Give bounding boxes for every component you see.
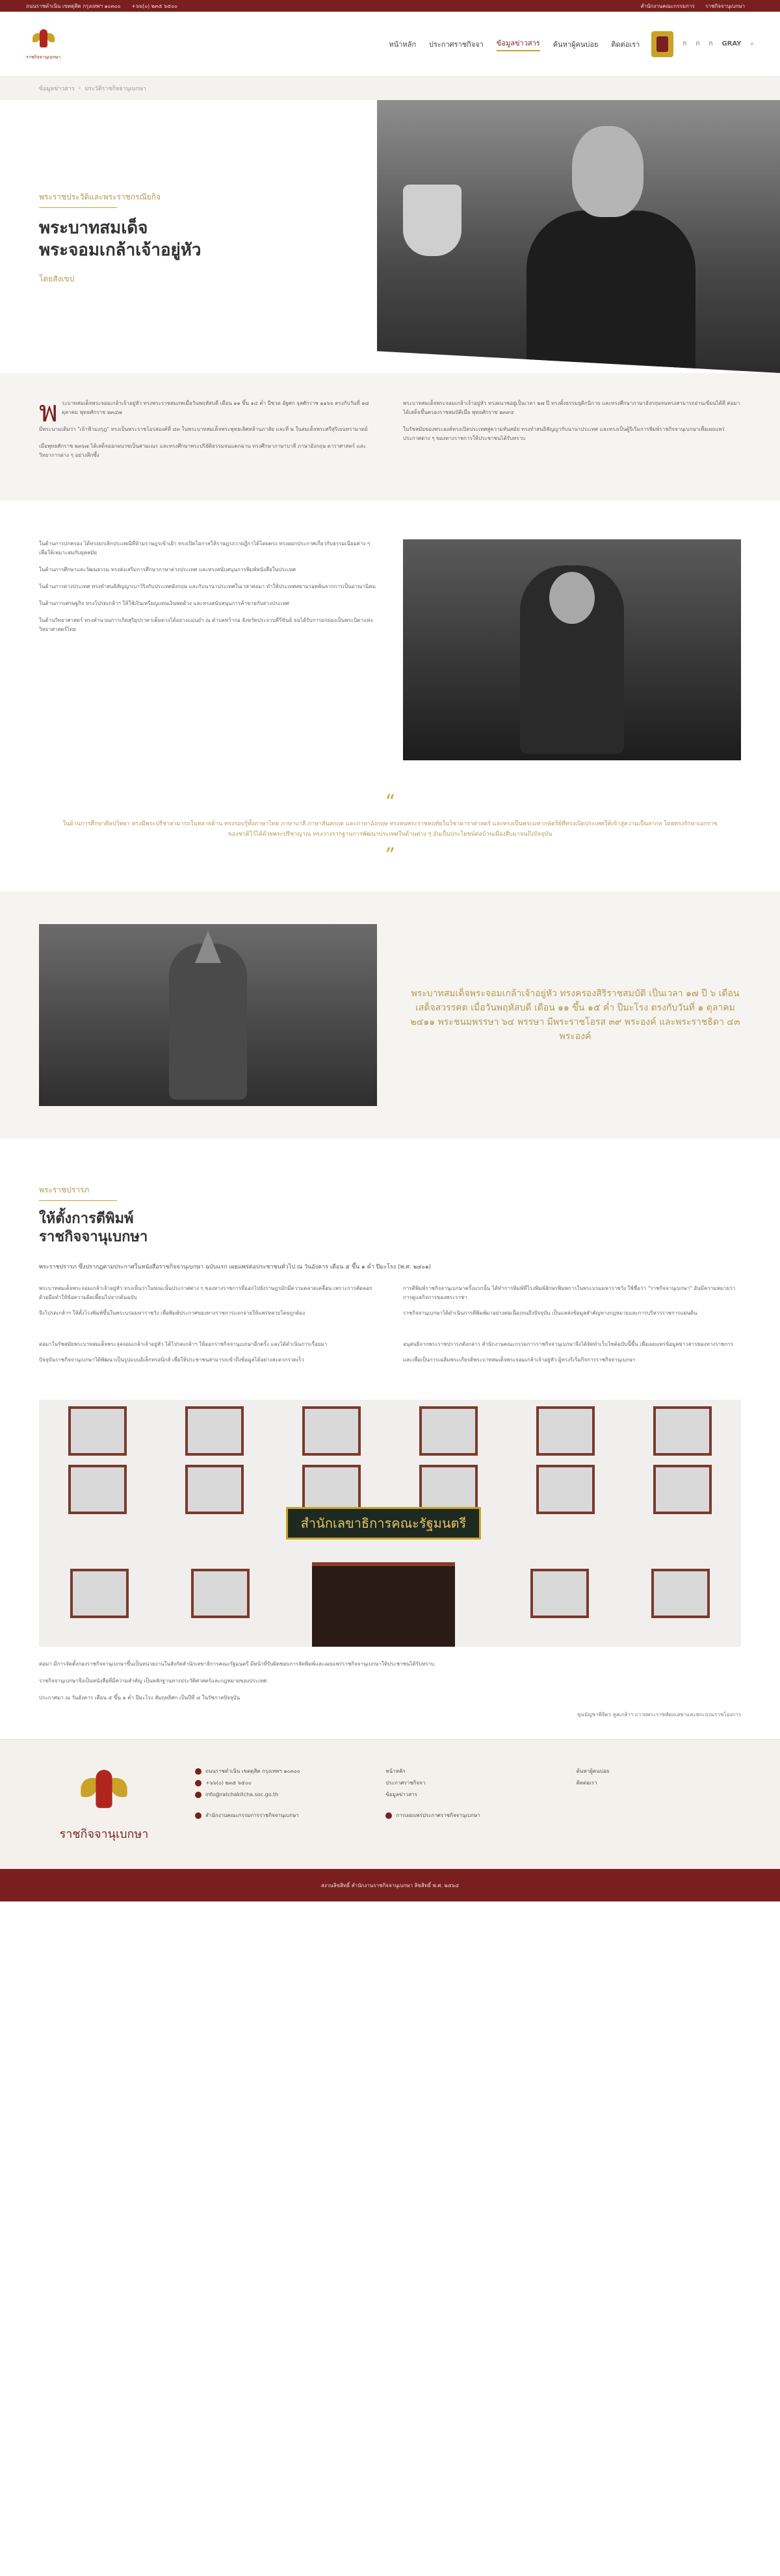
bio-paragraph: ในรัชสมัยของพระองค์ทรงเปิดประเทศสู่ความทันสมัย ทรงทำสนธิสัญญากับนานาประเทศ และทรงเป็นผู้ริเริ่มการพิมพ์ราชกิจจานุเบกษาเพื่อเผยแพร่ประกาศต่าง ๆ ของทางราชการให้ประชาชนได้รับทราบ (403, 426, 725, 441)
preamble-kicker: พระราชปรารภ (39, 1185, 90, 1194)
dropcap-letter: พ (39, 395, 58, 428)
footer-menu-1 (385, 1766, 550, 1843)
hero-title-line-1: พระบาทสมเด็จ (39, 218, 148, 238)
preamble-column (39, 1340, 377, 1371)
preamble-paragraph: การตีพิมพ์ราชกิจจานุเบกษาครั้งแรกนั้น ได้ทำการพิมพ์ที่โรงพิมพ์อักษรพิมพการในพระบรมมหาราชวัง ใช้ชื่อว่า "ราชกิจจานุเบกษา" อันมีความหมายว่า การดูแลกิจการของพระราชา (403, 1285, 736, 1300)
king-portrait-image (377, 100, 780, 373)
email-icon (195, 1792, 202, 1798)
preamble-divider (39, 1200, 117, 1201)
hero-text (39, 191, 338, 285)
king-regalia-photo (39, 924, 377, 1106)
contact-info (26, 2, 187, 10)
footer-address: ถนนราชดำเนิน เขตดุสิต กรุงเทพฯ ๑๐๓๐๐ (205, 1768, 300, 1774)
preamble-title-line-1: ให้ตั้งการตีพิมพ์ (39, 1211, 134, 1227)
reign-paragraph: ในด้านการศึกษาและวัฒนธรรม ทรงส่งเสริมการศึกษาภาษาต่างประเทศ และทรงสนับสนุนการพิมพ์หนังสือในประเทศ (39, 567, 296, 573)
footer-site-name: ราชกิจจานุเบกษา (59, 1827, 149, 1841)
footer-email[interactable]: info@ratchakitcha.soc.go.th (205, 1792, 279, 1797)
preamble-column (39, 1284, 377, 1324)
hero-divider (39, 207, 117, 208)
font-size-small-button[interactable]: ก (682, 40, 687, 47)
reign-paragraph: ในด้านการต่างประเทศ ทรงทำสนธิสัญญาเบาว์ริงกับประเทศอังกฤษ และกับนานาประเทศในเวลาต่อมา ทำให้ประเทศสยามรอดพ้นจากการเป็นอาณานิคม (39, 584, 376, 589)
preamble-paragraph: และเพื่อเป็นการเฉลิมพระเกียรติพระบาทสมเด็จพระจอมเกล้าเจ้าอยู่หัว ผู้ทรงริเริ่มกิจการราชกิจจานุเบกษา (403, 1357, 636, 1363)
footer-link[interactable]: ติดต่อเรา (576, 1780, 597, 1786)
footer-logo (39, 1766, 169, 1843)
hero-title-line-2: พระจอมเกล้าเจ้าอยู่หัว (39, 240, 202, 260)
preamble-columns-top (39, 1284, 741, 1324)
copyright-bar (0, 1869, 780, 1901)
nav-item-home[interactable]: หน้าหลัก (389, 40, 416, 49)
bio-paragraph: พระบาทสมเด็จพระจอมเกล้าเจ้าอยู่หัว ทรงผนวชอยู่เป็นเวลา ๒๗ ปี ทรงตั้งธรรมยุติกนิกาย และทรงศึกษาภาษาอังกฤษจนทรงสามารถอ่านเขียนได้ดี ต่อมาได้เสด็จขึ้นครองราชสมบัติเมื่อ พุทธศักราช ๒๓๙๔ (403, 400, 740, 415)
document-icon (385, 1812, 392, 1819)
phone-text: +๖๖(๐) ๒๓๕ ๖๕๐๐ (131, 3, 177, 9)
font-size-medium-button[interactable]: ก (696, 40, 700, 47)
reign-paragraph: ในด้านการปกครอง ได้ทรงยกเลิกประเพณีที่ห้ามราษฎรเข้าเฝ้า ทรงเปิดโอกาสให้ราษฎรถวายฎีกาได้โดยตรง ทรงออกประกาศเกี่ยวกับธรรมเนียมต่าง ๆ เพื่อให้เหมาะสมกับยุคสมัย (39, 541, 370, 556)
building-icon (195, 1812, 202, 1819)
bio-paragraph: มีพระนามเดิมว่า "เจ้าฟ้ามงกุฎ" ทรงเป็นพระราชโอรสองค์ที่ ๔๓ ในพระบาทสมเด็จพระพุทธเลิศหล้านภาลัย และที่ ๒ ในสมเด็จพระศรีสุริเยนทรามาตย์ (39, 426, 368, 432)
footer-contact (195, 1766, 359, 1843)
breadcrumb (0, 77, 780, 100)
hero-kicker: พระราชประวัติและพระราชกรณียกิจ (39, 192, 161, 201)
search-icon[interactable]: ⌕ (750, 40, 754, 47)
preamble-paragraph: ราชกิจจานุเบกษาได้ดำเนินการตีพิมพ์มาอย่างต่อเนื่องจนถึงปัจจุบัน เป็นแหล่งข้อมูลสำคัญทางกฎหมายและการบริหารราชการแผ่นดิน (403, 1310, 697, 1316)
reign-summary-text: พระบาทสมเด็จพระจอมเกล้าเจ้าอยู่หัว ทรงครองสิริราชสมบัติ เป็นเวลา ๑๗ ปี ๖ เดือน เสด็จสวรรคต เมื่อวันพฤหัสบดี เดือน ๑๑ ขึ้น ๑๕ ค่ำ ปีมะโรง ตรงกับวันที่ ๑ ตุลาคม ๒๔๑๑ พระชนมพรรษา ๖๔ พรรษา มีพระราชโอรส ๓๙ พระองค์ และพระราชธิดา ๔๓ พระองค์ (410, 988, 740, 1042)
garuda-icon (32, 27, 55, 53)
preamble-paragraph: ปัจจุบันราชกิจจานุเบกษาได้พัฒนาเป็นรูปแบบอิเล็กทรอนิกส์ เพื่อให้ประชาชนสามารถเข้าถึงข้อมูลได้อย่างสะดวกรวดเร็ว (39, 1357, 304, 1363)
address-text: ถนนราชดำเนิน เขตดุสิต กรุงเทพฯ ๑๐๓๐๐ (26, 3, 121, 9)
top-bar (0, 0, 780, 12)
preamble-paragraph: อนุสนธิจากพระราชปรารภดังกล่าว สำนักงานคณะกรรมการราชกิจจานุเบกษาจึงได้จัดทำเว็บไซต์ฉบับนี้ขึ้น เพื่อเผยแพร่ข้อมูลข่าวสารของทางราชการ (403, 1341, 734, 1347)
footer-phone: +๖๖(๐) ๒๓๕ ๖๕๐๐ (205, 1780, 252, 1786)
footer-link[interactable]: ค้นหาผู้คนบ่อย (576, 1768, 610, 1774)
quote-text: ในด้านการศึกษาศิลปวิทยา ทรงมีพระปรีชาสามารถในหลายด้าน ทรงรอบรู้ทั้งภาษาไทย ภาษาบาลี ภาษาสันสกฤต และภาษาอังกฤษ ทรงสนพระราชหฤทัยในวิชาดาราศาสตร์ และทรงเป็นพระมหากษัตริย์ที่ทรงเปิดประเทศให้เข้าสู่ความเป็นสากล โดยทรงรักษาเอกราชของชาติไว้ได้ด้วยพระปรีชาญาณ ทรงวางรากฐานการพัฒนาประเทศในด้านต่าง ๆ อันเป็นประโยชน์ต่อบ้านเมืองสืบมาจนถึงปัจจุบัน (62, 821, 718, 838)
footer-menu-2 (577, 1766, 741, 1843)
reign-paragraph: ในด้านวิทยาศาสตร์ ทรงคำนวณการเกิดสุริยุปราคาเต็มดวงได้อย่างแม่นยำ ณ ตำบลหว้ากอ จังหวัดประจวบคีรีขันธ์ จนได้รับการยกย่องเป็นพระบิดาแห่งวิทยาศาสตร์ไทย (39, 617, 373, 632)
reign-text (39, 539, 377, 760)
preamble-paragraph: ต่อมาในรัชสมัยพระบาทสมเด็จพระจุลจอมเกล้าเจ้าอยู่หัว ได้โปรดเกล้าฯ ให้ออกราชกิจจานุเบกษาอีกครั้ง และได้ดำเนินการเรื่อยมา (39, 1341, 328, 1347)
site-footer (0, 1739, 780, 1869)
signature-caption: ขุนบัญชาพิจิตร ทูลเกล้าฯ ถวายพระราชหัตถเลขาและพระบรมราชโองการ (577, 1712, 741, 1718)
quote-open-icon: “ (385, 791, 395, 814)
grayscale-button[interactable]: GRAY (722, 40, 742, 47)
breadcrumb-item-information[interactable]: ข้อมูลข่าวสาร (39, 86, 75, 92)
preamble-title-line-2: ราชกิจจานุเบกษา (39, 1229, 148, 1245)
preamble-column (403, 1340, 741, 1371)
reign-paragraph: ในด้านการเศรษฐกิจ ทรงโปรดเกล้าฯ ให้ใช้เงินเหรียญแทนเงินพดด้วง และทรงสนับสนุนการค้าขายกับต่างประเทศ (39, 600, 289, 606)
king-seated-photo (403, 539, 741, 760)
footer-org[interactable]: สำนักงานคณะกรรมการราชกิจจานุเบกษา (205, 1812, 299, 1818)
royal-preamble-section (0, 1139, 780, 1400)
footer-link[interactable]: ประกาศราชกิจจา (385, 1780, 426, 1786)
top-link-2[interactable]: ราชกิจจานุเบกษา (705, 3, 745, 9)
footer-link[interactable]: หน้าหลัก (385, 1768, 406, 1774)
breadcrumb-item-current: ประวัติราชกิจจานุเบกษา (84, 86, 146, 92)
main-navbar (0, 12, 780, 77)
bio-column-right (403, 399, 741, 468)
nav-item-faq[interactable]: ค้นหาผู้คนบ่อย (552, 40, 599, 49)
site-logo[interactable] (26, 27, 60, 61)
phone-icon (195, 1780, 202, 1786)
logo-text: ราชกิจจานุเบกษา (26, 55, 61, 60)
office-building-photo (39, 1400, 741, 1647)
hero-subtitle: โดยสังเขป (39, 274, 75, 283)
preamble-paragraph: พระบาทสมเด็จพระจอมเกล้าเจ้าอยู่หัว ทรงเห็นว่าในขณะนั้นประกาศต่าง ๆ ของทางราชการที่ออกไปยังราษฎรมักมีความคลาดเคลื่อน เพราะการคัดลอกด้วยมือทำให้ข้อความผิดเพี้ยนไปจากต้นฉบับ (39, 1285, 372, 1300)
nav-menu (376, 31, 754, 57)
reign-summary-section (0, 892, 780, 1139)
preamble-columns-bottom (39, 1340, 741, 1371)
top-link-1[interactable]: สำนักงานคณะกรรมการ (640, 3, 695, 9)
reign-section (0, 500, 780, 780)
font-size-large-button[interactable]: ก (708, 40, 713, 47)
building-entrance (312, 1562, 455, 1647)
bio-column-left (39, 395, 377, 468)
bio-paragraph: พระบาทสมเด็จพระจอมเกล้าเจ้าอยู่หัว ทรงพระราชสมภพเมื่อวันพฤหัสบดี เดือน ๑๑ ขึ้น ๑๔ ค่ำ ปีชวด อัฐศก จุลศักราช ๑๑๖๖ ตรงกับวันที่ ๑๘ ตุลาคม พุทธศักราช ๒๓๔๗ (39, 395, 369, 428)
closing-text-section (0, 1647, 780, 1739)
preamble-column (403, 1284, 741, 1324)
nav-item-information[interactable]: ข้อมูลข่าวสาร (497, 37, 540, 51)
nav-item-contact[interactable]: ติดต่อเรา (611, 40, 640, 49)
nav-item-announcements[interactable]: ประกาศราชกิจจา (429, 40, 484, 49)
preamble-paragraph: จึงโปรดเกล้าฯ ให้ตั้งโรงพิมพ์ขึ้นในพระบรมมหาราชวัง เพื่อพิมพ์ประกาศของทางราชการแจกจ่ายให้แพร่หลายโดยถูกต้อง (39, 1310, 306, 1316)
bio-paragraph: เมื่อพุทธศักราช ๒๓๖๗ ได้เสด็จออกผนวชเป็นสามเณร และทรงศึกษาพระปริยัติธรรมจนแตกฉาน ทรงศึกษาภาษาบาลี ภาษาอังกฤษ ดาราศาสตร์ และวิทยาการต่าง ๆ อย่างลึกซึ้ง (39, 443, 366, 458)
closing-paragraph: ต่อมา มีการจัดตั้งกองราชกิจจานุเบกษาขึ้นเป็นหน่วยงานในสังกัดสำนักเลขาธิการคณะรัฐมนตรี มีหน้าที่รับผิดชอบการจัดพิมพ์และเผยแพร่ราชกิจจานุเบกษาให้ประชาชนได้รับทราบ (39, 1661, 435, 1667)
royal-seal-icon (651, 31, 673, 57)
quote-close-icon: ” (385, 844, 395, 867)
biography-section (0, 373, 780, 500)
breadcrumb-separator: › (78, 85, 81, 92)
copyright-text: สงวนลิขสิทธิ์ สำนักงานราชกิจจานุเบกษา ลิขสิทธิ์ พ.ศ. ๒๕๖๔ (320, 1882, 459, 1888)
footer-publication-link[interactable]: การเผยแพร่ประกาศราชกิจจานุเบกษา (396, 1812, 480, 1818)
preamble-lede: พระราชปรารภ ซึ่งปรากฏตามประกาศในหนังสือราชกิจจานุเบกษา ฉบับแรก เผยแพร่ต่อประชาชนทั่วไป ณ วันอังคาร เดือน ๕ ขึ้น ๑ ค่ำ ปีมะโรง (พ.ศ. ๒๔๐๑) (39, 1264, 432, 1270)
top-links (641, 2, 754, 10)
footer-link[interactable]: ข้อมูลข่าวสาร (385, 1792, 417, 1797)
garuda-icon (81, 1764, 127, 1819)
quote-section (0, 780, 780, 892)
closing-paragraph: ราชกิจจานุเบกษาจึงเป็นหนังสือที่มีความสำคัญ เป็นหลักฐานทางประวัติศาสตร์และกฎหมายของประเทศ (39, 1678, 267, 1684)
closing-paragraph: ประกาศมา ณ วันอังคาร เดือน ๕ ขึ้น ๑ ค่ำ ปีมะโรง สัมฤทธิศก เป็นปีที่ ๘ ในรัชกาลปัจจุบัน (39, 1695, 240, 1701)
location-icon (195, 1768, 202, 1775)
hero-section (0, 100, 780, 373)
building-sign: สำนักเลขาธิการคณะรัฐมนตรี (286, 1507, 481, 1539)
